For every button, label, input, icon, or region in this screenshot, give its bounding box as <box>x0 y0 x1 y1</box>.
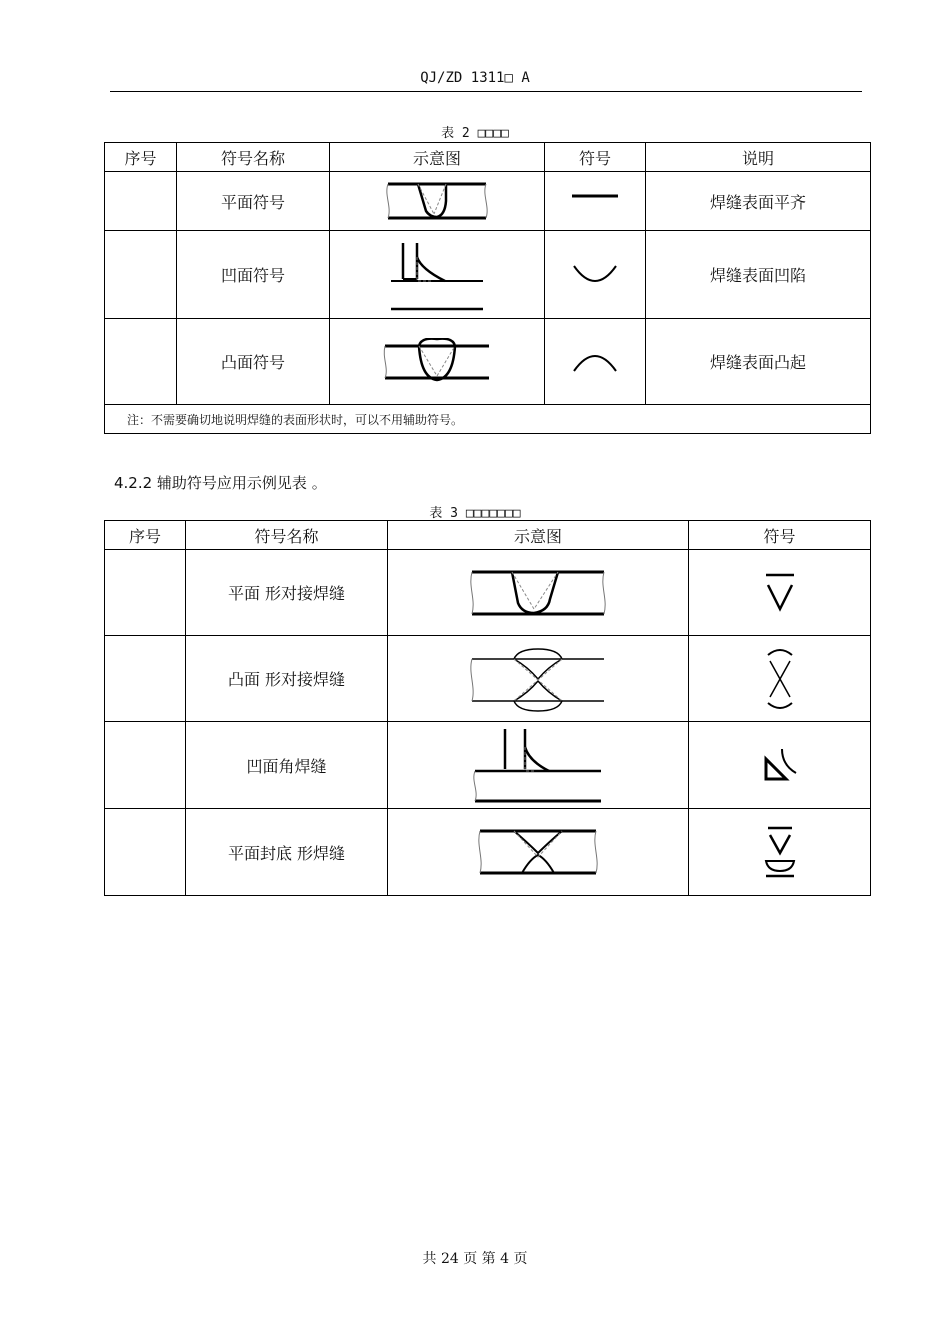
table-row <box>105 636 871 722</box>
table2-header-row <box>105 143 871 172</box>
symbol-cell <box>545 231 646 319</box>
diagram-cell <box>388 809 689 896</box>
seq-cell <box>105 809 186 896</box>
document-code: QJ/ZD 1311□ A <box>420 70 530 86</box>
seq-cell <box>105 319 177 405</box>
table-row <box>105 172 871 231</box>
concave-fillet-weld-diagram <box>387 239 487 311</box>
column-header: 示意图 <box>388 521 689 550</box>
table-row <box>105 550 871 636</box>
table-row <box>105 809 871 896</box>
column-header: 符号名称 <box>177 143 330 172</box>
column-header: 说明 <box>646 143 871 172</box>
column-header: 示意图 <box>330 143 545 172</box>
symbol-name-cell: 凸面符号 <box>177 319 330 405</box>
seq-cell <box>105 172 177 231</box>
symbol-name-cell: 凸面 形对接焊缝 <box>186 636 388 722</box>
symbol-cell <box>689 550 871 636</box>
flat-line-icon <box>570 193 620 209</box>
page-footer: 共 24 页 第 4 页 <box>422 1251 528 1267</box>
table3-header-row <box>105 521 871 550</box>
flat-butt-weld-diagram <box>382 181 492 221</box>
header-divider <box>110 91 862 92</box>
column-header: 符号 <box>545 143 646 172</box>
table3 <box>104 520 871 896</box>
column-header: 序号 <box>105 521 186 550</box>
description-cell: 焊缝表面平齐 <box>646 172 871 231</box>
note-row <box>105 405 871 434</box>
diagram-cell <box>388 550 689 636</box>
symbol-name-cell: 平面 形对接焊缝 <box>186 550 388 636</box>
column-header: 符号 <box>689 521 871 550</box>
symbol-cell <box>689 722 871 809</box>
symbol-cell <box>689 809 871 896</box>
symbol-cell <box>689 636 871 722</box>
convex-butt-weld-diagram <box>381 338 493 386</box>
flat-v-butt-weld-diagram <box>468 569 608 617</box>
table-row <box>105 722 871 809</box>
convex-x-butt-weld-diagram <box>468 645 608 713</box>
flat-v-weld-icon <box>760 571 800 615</box>
symbol-cell <box>545 319 646 405</box>
symbol-name-cell: 凹面角焊缝 <box>186 722 388 809</box>
symbol-name-cell: 凹面符号 <box>177 231 330 319</box>
diagram-cell <box>330 231 545 319</box>
flat-backing-v-weld-icon <box>760 825 800 879</box>
table-row <box>105 319 871 405</box>
section-4-2-2-text: 4.2.2 辅助符号应用示例见表 。 <box>114 474 327 492</box>
concave-arc-icon <box>570 262 620 288</box>
diagram-cell <box>388 722 689 809</box>
seq-cell <box>105 636 186 722</box>
table2-note: 注：不需要确切地说明焊缝的表面形状时，可以不用辅助符号。 <box>105 405 871 434</box>
seq-cell <box>105 722 186 809</box>
column-header: 序号 <box>105 143 177 172</box>
table2 <box>104 142 871 434</box>
description-cell: 焊缝表面凸起 <box>646 319 871 405</box>
symbol-name-cell: 平面符号 <box>177 172 330 231</box>
concave-fillet-weld-icon <box>760 745 800 785</box>
convex-arc-icon <box>570 349 620 375</box>
symbol-cell <box>545 172 646 231</box>
table-row <box>105 231 871 319</box>
column-header: 符号名称 <box>186 521 388 550</box>
seq-cell <box>105 231 177 319</box>
flat-backing-v-weld-diagram <box>476 827 600 877</box>
convex-x-weld-icon <box>760 647 800 711</box>
diagram-cell <box>388 636 689 722</box>
symbol-name-cell: 平面封底 形焊缝 <box>186 809 388 896</box>
concave-fillet-weld-diagram <box>471 727 605 803</box>
table2-caption: 表 2 □□□□ <box>441 126 509 141</box>
table3-caption: 表 3 □□□□□□□ <box>429 506 521 521</box>
description-cell: 焊缝表面凹陷 <box>646 231 871 319</box>
seq-cell <box>105 550 186 636</box>
diagram-cell <box>330 172 545 231</box>
diagram-cell <box>330 319 545 405</box>
